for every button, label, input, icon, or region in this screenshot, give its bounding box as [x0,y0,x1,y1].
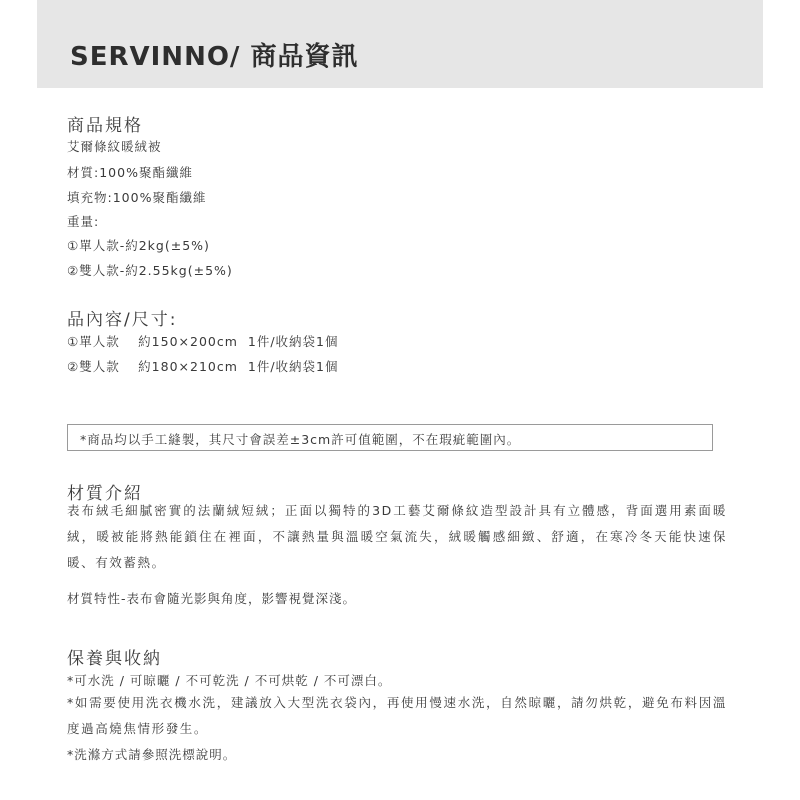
notice-text: *商品均以手工縫製，其尺寸會誤差±3cm許可值範圍，不在瑕疵範圍內。 [80,432,521,447]
care-section-title: 保養與收納 [67,649,162,669]
spec-line: ②雙人款-約2.55kg(±5%) [67,263,233,278]
spec-line: ①單人款-約2kg(±5%) [67,238,210,253]
contents-line: ①單人款 約150×200cm 1件/收納袋1個 [67,334,339,349]
care-line: *洗滌方式請參照洗標說明。 [67,747,237,762]
spec-line: 艾爾條紋暖絨被 [67,139,162,154]
spec-line: 材質:100%聚酯纖維 [67,165,193,180]
spec-line: 重量: [67,214,100,229]
notice-box [67,424,713,451]
spec-line: 填充物:100%聚酯纖維 [67,190,207,205]
care-paragraph: *如需要使用洗衣機水洗，建議放入大型洗衣袋內，再使用慢速水洗，自然晾曬，請勿烘乾，避免布料因溫度過高燒焦情形發生。 [67,695,727,736]
care-line: *可水洗 / 可晾曬 / 不可乾洗 / 不可烘乾 / 不可漂白。 [67,673,392,688]
contents-line: ②雙人款 約180×210cm 1件/收納袋1個 [67,359,339,374]
material-paragraph: 表布絨毛細膩密實的法蘭絨短絨；正面以獨特的3D工藝艾爾條紋造型設計具有立體感，背面選用素面暖絨，暖被能將熱能鎖住在裡面，不讓熱量與溫暖空氣流失，絨暖觸感細緻、舒適，在寒冷冬天能快速保暖、有效蓄熱。 [67,503,727,570]
contents-section-title: 品內容/尺寸: [67,310,178,330]
page-title: SERVINNO/ 商品資訊 [70,42,359,72]
header-banner [37,0,763,88]
spec-section-title: 商品規格 [67,116,143,136]
material-section-title: 材質介紹 [67,484,143,504]
material-note: 材質特性-表布會隨光影與角度，影響視覺深淺。 [67,591,357,606]
